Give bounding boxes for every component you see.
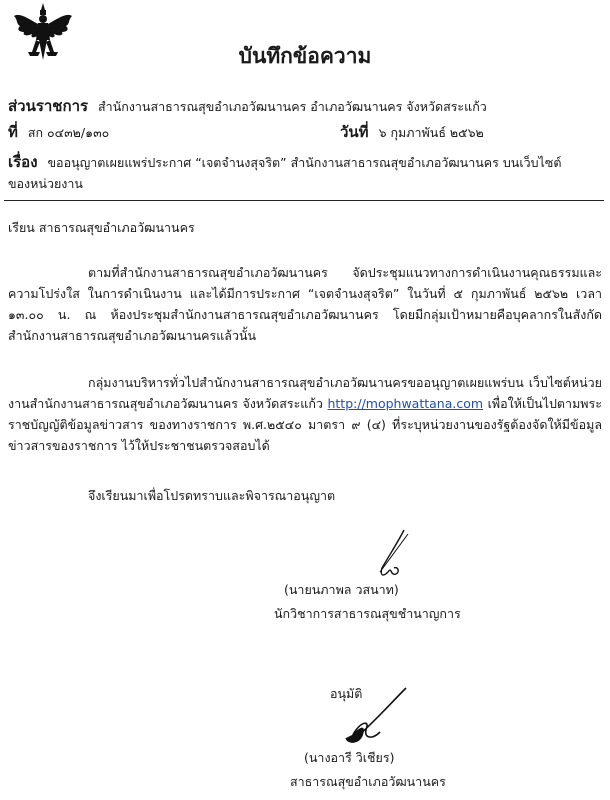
date-value: ๖ กุมภาพันธ์ ๒๕๖๒ [378, 125, 484, 140]
department-label: ส่วนราชการ [8, 97, 89, 115]
website-link[interactable]: http://mophwattana.com [327, 396, 484, 411]
signer-1-name: (นายนภาพล วสนาท) [284, 582, 399, 597]
reference-label: ที่ [8, 123, 18, 141]
department-row [8, 94, 487, 118]
memo-title: บันทึกข้อความ [238, 44, 372, 68]
reference-value: สก ๐๔๓๒/๑๓๐ [27, 125, 110, 140]
signer-2-position: สาธารณสุขอำเภอวัฒนานคร [290, 774, 446, 789]
subject-line-2: ของหน่วยงาน [8, 176, 83, 191]
date-row [340, 120, 484, 144]
signature-1-icon [368, 528, 418, 584]
signer-1-position: นักวิชาการสาธารณสุขชำนาญการ [274, 606, 461, 621]
closing-text: จึงเรียนมาเพื่อโปรดทราบและพิจารณาอนุญาต [88, 488, 336, 503]
subject-line-1: ขออนุญาตเผยแพร่ประกาศ “เจตจำนงสุจริต” สำนักงานสาธารณสุขอำเภอวัฒนานคร บนเว็บไซต์ [47, 155, 562, 170]
paragraph-1: ตามที่สำนักงานสาธารณสุขอำเภอวัฒนานคร จัดประชุมแนวทางการดำเนินงานคุณธรรมและความโปร่งใส ในการดำเนินงาน และได้มีการประกาศ “เจตจำนงสุจริต” ในวันที่ ๕ กุมภาพันธ์ ๒๕๖๒ เวลา ๑๓.๐๐ น. ณ ห้องประชุมสำนักงานสาธารณสุขอำเภอวัฒนานคร โดยมีกลุ่มเป้าหมายคือบุคลากรในสังกัดสำนักงานสาธารณสุขอำเภอวัฒนานครแล้วนั้น [8, 265, 602, 343]
header-divider [4, 200, 604, 201]
signature-2-icon [336, 684, 416, 748]
department-value: สำนักงานสาธารณสุขอำเภอวัฒนานคร อำเภอวัฒนานคร จังหวัดสระแก้ว [98, 99, 487, 114]
signer-2-name: (นางอารี วิเชียร) [304, 750, 395, 765]
reference-row [8, 120, 109, 144]
salutation: เรียน สาธารณสุขอำเภอวัฒนานคร [8, 220, 195, 235]
approval-label: อนุมัติ [330, 686, 363, 701]
paragraph-2-text-a: กลุ่มงานบริหารทั่วไปสำนักงานสาธารณสุขอำเภอวัฒนานครขออนุญาตเผยแพร่บน เว็บไซต์หน่วยงานสำนักงานสาธารณสุขอำเภอวัฒนานคร จังหวัดสระแก้ว [8, 375, 602, 411]
subject-label: เรื่อง [8, 153, 38, 171]
paragraph-2-text-b: เพื่อให้เป็นไปตามพระราชบัญญัติข้อมูลข่าวสาร ของทางราชการ พ.ศ.๒๕๔๐ มาตรา ๙ (๔) ที่ระบุหน่วยงานของรัฐต้องจัดให้มีข้อมูลข่าวสารของราชการ ไว้ให้ประชาชนตรวจสอบได้ [8, 396, 602, 453]
date-label: วันที่ [340, 123, 369, 141]
paragraph-2 [8, 372, 602, 456]
subject-row [8, 150, 561, 174]
